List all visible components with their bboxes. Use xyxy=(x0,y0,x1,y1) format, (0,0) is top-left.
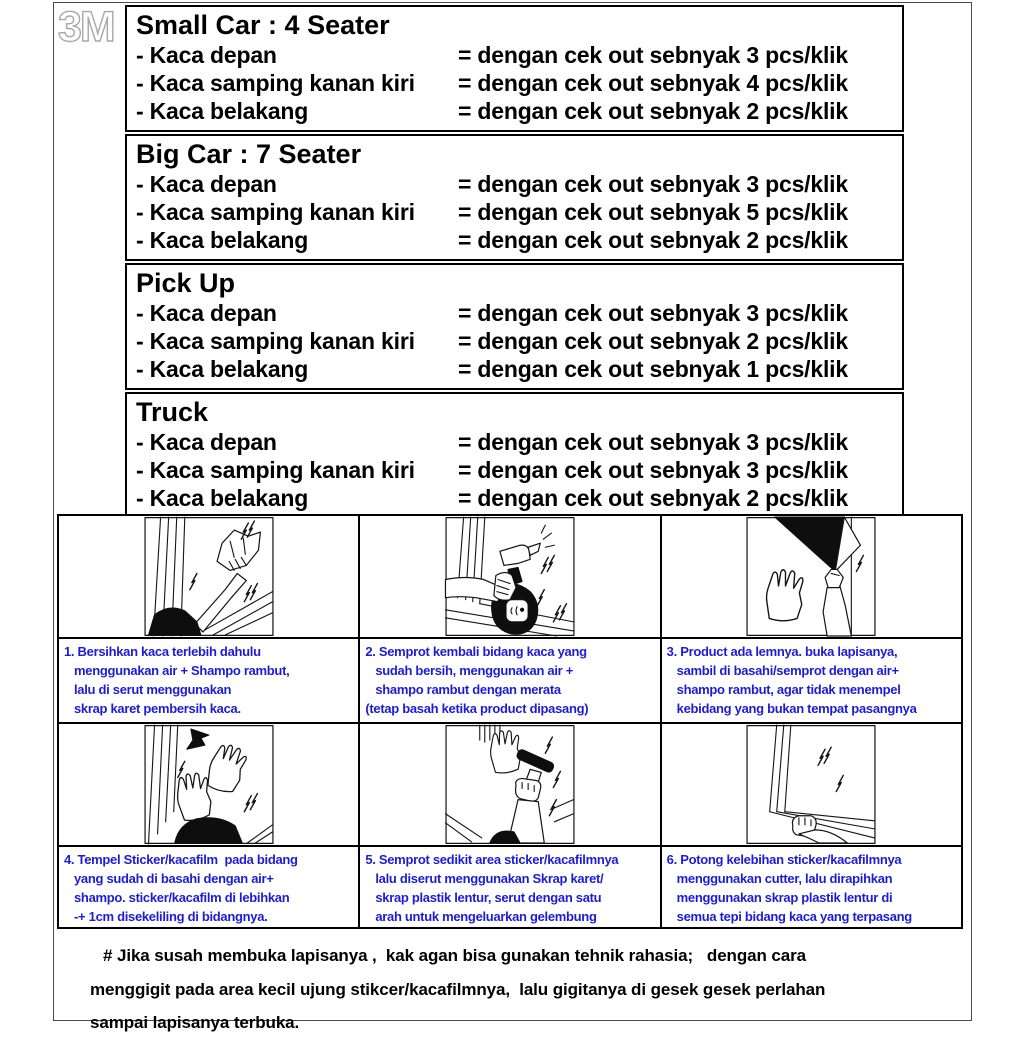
wipe-glass-illustration xyxy=(144,517,274,636)
step-4-picture xyxy=(59,724,358,847)
table-row xyxy=(136,69,902,97)
table-row xyxy=(136,226,902,254)
caption-line: arah untuk mengeluarkan gelembung xyxy=(375,909,597,924)
caption-line: semua tepi bidang kaca yang terpasang xyxy=(676,909,912,924)
step-6-cell xyxy=(662,724,961,927)
row-value: = dengan cek out sebnyak 3 pcs/klik xyxy=(458,457,848,483)
caption-line: skrap karet pembersih kaca. xyxy=(74,701,241,716)
instruction-steps-grid xyxy=(57,514,963,929)
row-label: - Kaca depan xyxy=(136,42,277,68)
table-row xyxy=(136,299,902,327)
apply-film-illustration xyxy=(144,725,274,844)
row-value: = dengan cek out sebnyak 2 pcs/klik xyxy=(458,227,848,253)
caption-line: 1. Bersihkan kaca terlebih dahulu xyxy=(64,644,261,659)
row-value: = dengan cek out sebnyak 1 pcs/klik xyxy=(458,356,848,382)
section-title: Small Car : 4 Seater xyxy=(136,10,390,40)
table-row xyxy=(136,456,902,484)
step-3-caption xyxy=(662,639,961,722)
footer-line: sampai lapisanya terbuka. xyxy=(90,1013,300,1032)
row-label: - Kaca samping kanan kiri xyxy=(136,199,415,225)
trim-edges-illustration xyxy=(746,725,876,844)
step-2-caption xyxy=(360,639,659,722)
caption-line: -+ 1cm disekeliling di bidangnya. xyxy=(74,909,268,924)
checkout-guide-table xyxy=(125,5,904,521)
step-6-caption xyxy=(662,847,961,927)
caption-line: shampo. sticker/kacafilm di lebihkan xyxy=(74,890,290,905)
row-label: - Kaca samping kanan kiri xyxy=(136,70,415,96)
brand-logo-3m xyxy=(56,3,134,56)
row-value: = dengan cek out sebnyak 3 pcs/klik xyxy=(458,300,848,326)
caption-line: 4. Tempel Sticker/kacafilm pada bidang xyxy=(64,852,298,867)
section-title: Pick Up xyxy=(136,268,236,298)
logo-text: 3M xyxy=(58,3,114,51)
caption-line: kebidang yang bukan tempat pasangnya xyxy=(676,701,917,716)
row-label: - Kaca belakang xyxy=(136,356,309,382)
spray-glass-illustration xyxy=(445,517,575,636)
caption-line: menggunakan skrap plastik lentur di xyxy=(676,890,893,905)
row-value: = dengan cek out sebnyak 2 pcs/klik xyxy=(458,485,848,511)
step-4-caption xyxy=(59,847,358,927)
vehicle-section-pick-up xyxy=(125,263,904,390)
row-value: = dengan cek out sebnyak 3 pcs/klik xyxy=(458,429,848,455)
row-value: = dengan cek out sebnyak 2 pcs/klik xyxy=(458,98,848,124)
caption-line: (tetap basah ketika product dipasang) xyxy=(365,701,589,716)
peel-backing-illustration xyxy=(746,517,876,636)
footer-note xyxy=(56,929,969,1032)
sheet-border xyxy=(53,2,972,1032)
table-row xyxy=(136,327,902,355)
table-row xyxy=(136,97,902,125)
caption-line: menggunakan air + Shampo rambut, xyxy=(74,663,290,678)
row-label: - Kaca depan xyxy=(136,429,277,455)
footer-line: menggigit pada area kecil ujung stikcer/kacafilmnya, lalu gigitanya di gesek gesek perlahan xyxy=(90,979,826,999)
vehicle-section-small-car xyxy=(125,5,904,132)
table-row xyxy=(136,484,902,512)
step-5-picture xyxy=(360,724,659,847)
step-5-caption xyxy=(360,847,659,927)
caption-line: 3. Product ada lemnya. buka lapisanya, xyxy=(666,644,898,659)
row-value: = dengan cek out sebnyak 4 pcs/klik xyxy=(458,70,848,96)
footer-line: # Jika susah membuka lapisanya , kak agan bisa gunakan tehnik rahasia; dengan cara xyxy=(103,946,806,965)
caption-line: menggunakan cutter, lalu dirapihkan xyxy=(676,871,893,886)
row-value: = dengan cek out sebnyak 5 pcs/klik xyxy=(458,199,848,225)
table-row xyxy=(136,428,902,456)
step-5-cell xyxy=(360,724,659,927)
caption-line: 5. Semprot sedikit area sticker/kacafilmnya xyxy=(365,852,619,867)
row-value: = dengan cek out sebnyak 3 pcs/klik xyxy=(458,171,848,197)
squeegee-film-illustration xyxy=(445,725,575,844)
row-label: - Kaca depan xyxy=(136,171,277,197)
row-label: - Kaca belakang xyxy=(136,98,309,124)
table-row xyxy=(136,170,902,198)
caption-line: 6. Potong kelebihan sticker/kacafilmnya xyxy=(666,852,902,867)
row-label: - Kaca depan xyxy=(136,300,277,326)
vehicle-section-truck xyxy=(125,392,904,519)
caption-line: lalu di serut menggunakan xyxy=(74,682,232,697)
table-row xyxy=(136,355,902,383)
step-2-cell xyxy=(360,516,659,722)
step-3-picture xyxy=(662,516,961,639)
step-4-cell xyxy=(59,724,358,927)
caption-line: lalu diserut menggunakan Skrap karet/ xyxy=(375,871,604,886)
step-2-picture xyxy=(360,516,659,639)
row-label: - Kaca samping kanan kiri xyxy=(136,457,415,483)
step-1-cell xyxy=(59,516,358,722)
step-1-picture xyxy=(59,516,358,639)
caption-line: shampo rambut dengan merata xyxy=(375,682,561,697)
row-value: = dengan cek out sebnyak 3 pcs/klik xyxy=(458,42,848,68)
row-value: = dengan cek out sebnyak 2 pcs/klik xyxy=(458,328,848,354)
step-1-caption xyxy=(59,639,358,722)
table-row xyxy=(136,198,902,226)
caption-line: skrap plastik lentur, serut dengan satu xyxy=(375,890,602,905)
row-label: - Kaca belakang xyxy=(136,227,309,253)
logo-3m-outline xyxy=(56,3,134,51)
row-label: - Kaca samping kanan kiri xyxy=(136,328,415,354)
caption-line: 2. Semprot kembali bidang kaca yang xyxy=(365,644,587,659)
table-row xyxy=(136,41,902,69)
section-title: Truck xyxy=(136,397,209,427)
section-title: Big Car : 7 Seater xyxy=(136,139,362,169)
caption-line: sambil di basahi/semprot dengan air+ xyxy=(676,663,899,678)
vehicle-section-big-car xyxy=(125,134,904,261)
step-6-picture xyxy=(662,724,961,847)
caption-line: yang sudah di basahi dengan air+ xyxy=(74,871,274,886)
row-label: - Kaca belakang xyxy=(136,485,309,511)
caption-line: sudah bersih, menggunakan air + xyxy=(375,663,574,678)
step-3-cell xyxy=(662,516,961,722)
caption-line: shampo rambut, agar tidak menempel xyxy=(676,682,901,697)
